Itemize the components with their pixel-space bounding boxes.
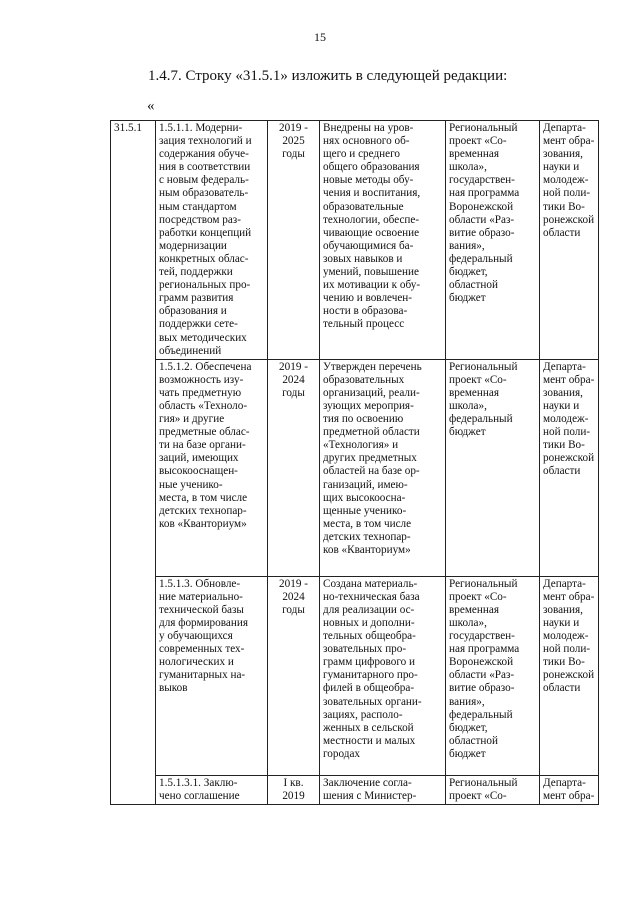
executor-cell: Департа- мент обра- зования, науки и молодеж- ной поли- тики Во- ронежской области [540,576,599,775]
result-cell: Создана материаль- но-техническая база для реализации ос- новных и дополни- тельных общеобра- зовательных про- грамм цифрового и гуманитарного про- филей в общеобра- зовательных органи- зациях, располо- женных в сельской местности и малых городах [320,576,446,775]
measure-name-cell: 1.5.1.2. Обеспечена возможность изу- чать предметную область «Техноло- гия» и другие предметные облас- ти на базе органи- заций, имеющих высокооснащен- ные ученико- места, в том числе детских технопар- ков «Кванториум» [156,359,268,576]
measure-name-cell: 1.5.1.3.1. Заклю- чено соглашение [156,775,268,804]
section-heading: 1.4.7. Строку «31.5.1» изложить в следующей редакции: [148,68,508,84]
page-number: 15 [314,30,326,44]
program-cell: Региональный проект «Со- временная школа», государствен- ная программа Воронежской области «Раз- витие образо- вания», федеральный бюджет, областной бюджет [446,121,540,360]
period-cell: 2019 - 2024 годы [268,359,320,576]
row-code-cell: 31.5.1 [111,121,156,805]
period-cell: I кв. 2019 [268,775,320,804]
table-row [111,775,599,804]
program-cell: Региональный проект «Со- [446,775,540,804]
measure-name-cell: 1.5.1.1. Модерни- зация технологий и содержания обуче- ния в соответствии с новым федераль- ным образователь- ным стандартом посредством раз- работки концепций модернизации конкретных облас- тей, поддержки региональных про- грамм развития образования и поддержки сете- вых методических объединений [156,121,268,360]
measure-name-cell: 1.5.1.3. Обновле- ние материально- технической базы для формирования у обучающихся современных тех- нологических и гуманитарных на- выков [156,576,268,775]
executor-cell: Департа- мент обра- [540,775,599,804]
opening-quote-mark: « [147,98,155,114]
result-cell: Заключение согла- шения с Министер- [320,775,446,804]
program-table [110,120,599,805]
program-cell: Региональный проект «Со- временная школа», государствен- ная программа Воронежской области «Раз- витие образо- вания», федеральный бюджет, областной бюджет [446,576,540,775]
period-cell: 2019 - 2024 годы [268,576,320,775]
table-row [111,121,599,360]
program-cell: Региональный проект «Со- временная школа», федеральный бюджет [446,359,540,576]
period-cell: 2019 - 2025 годы [268,121,320,360]
executor-cell: Департа- мент обра- зования, науки и молодеж- ной поли- тики Во- ронежской области [540,121,599,360]
result-cell: Внедрены на уров- нях основного об- щего и среднего общего образования новые методы обу- чения и воспитания, образовательные технологии, обеспе- чивающие освоение обучающимися ба- зовых навыков и умений, повышение их мотивации к обу- чению и вовлечен- ности в образова- тельный процесс [320,121,446,360]
table-row [111,576,599,775]
executor-cell: Департа- мент обра- зования, науки и молодеж- ной поли- тики Во- ронежской области [540,359,599,576]
result-cell: Утвержден перечень образовательных организаций, реали- зующих мероприя- тия по освоению предметной области «Технология» и других предметных областей на базе ор- ганизаций, имею- щих высокооснa- щенные ученико- места, в том числе детских технопар- ков «Кванториум» [320,359,446,576]
table-row [111,359,599,576]
